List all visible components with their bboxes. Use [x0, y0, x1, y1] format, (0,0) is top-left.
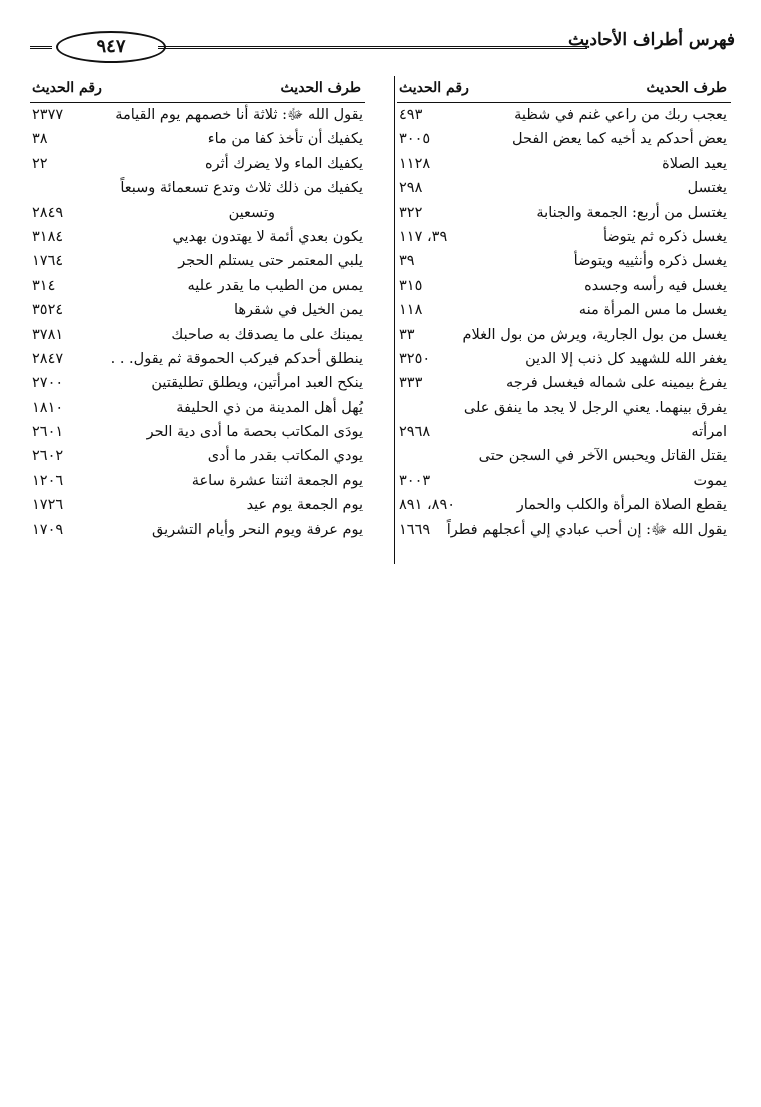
index-row [30, 152, 365, 176]
hadith-number: ١٧٢٦ [32, 497, 64, 514]
hadith-number: ٢٨٤٧ [32, 350, 64, 367]
index-row [397, 127, 731, 151]
hadith-number: ١١٨ [399, 302, 423, 319]
hadith-text: يفرق بينهما. يعني الرجل لا يجد ما ينفق على [463, 399, 727, 416]
hadith-number: ٣٩، ١١٧ [399, 228, 448, 245]
hadith-text: يوم الجمعة يوم عيد [246, 497, 363, 514]
index-row [30, 249, 365, 273]
hadith-text: يعض أحدكم يد أخيه كما يعض الفحل [511, 131, 727, 148]
hadith-text: يودَى المكاتب بحصة ما أدى دية الحر [146, 424, 363, 441]
hadith-text: يقول الله ﷻ: إن أحب عبادي إلي أعجلهم فطراً [446, 521, 727, 538]
index-row [30, 127, 365, 151]
hadith-text: يمس من الطيب ما يقدر عليه [187, 277, 363, 294]
index-row [397, 201, 731, 225]
index-row [30, 274, 365, 298]
hadith-number: ٣١٨٤ [32, 228, 64, 245]
column-header [397, 78, 731, 103]
index-row [30, 493, 365, 517]
hadith-text: يغسل من بول الجارية، ويرش من بول الغلام [462, 326, 727, 343]
hadith-text: ينطلق أحدكم فيركب الحموقة ثم يقول. . . [110, 350, 363, 367]
index-row [30, 420, 365, 444]
hadith-text: يفرغ بيمينه على شماله فيغسل فرجه [506, 375, 727, 392]
hadith-text: يغتسل [687, 180, 727, 197]
page-number: ٩٤٧ [56, 31, 166, 63]
hadith-number: ١٦٦٩ [399, 521, 431, 538]
hadith-text: يعجب ربك من راعي غنم في شظية [514, 107, 727, 123]
index-row [397, 371, 731, 395]
column-header-number: رقم الحديث [399, 80, 469, 96]
hadith-text: يكون بعدي أئمة لا يهتدون بهديي [172, 228, 363, 245]
hadith-number: ٣٩ [399, 253, 415, 270]
hadith-number: ٣٠٠٣ [399, 472, 431, 489]
hadith-text: يكفيك أن تأخذ كفا من ماء [207, 131, 363, 148]
hadith-text: يغسل ما مس المرأة منه [578, 302, 727, 319]
hadith-number: ٢٢ [32, 155, 48, 172]
index-row [397, 103, 731, 127]
index-row [30, 347, 365, 371]
hadith-number: ٢٩٦٨ [399, 424, 431, 441]
index-row [397, 152, 731, 176]
index-rows [397, 103, 731, 542]
column-divider [394, 76, 395, 564]
hadith-text: يوم الجمعة اثنتا عشرة ساعة [191, 472, 363, 489]
hadith-number: ٣١٤ [32, 277, 56, 294]
index-row [397, 493, 731, 517]
header-rule-left [30, 46, 52, 52]
index-row [397, 518, 731, 542]
hadith-number: ٣٨ [32, 131, 48, 148]
hadith-number: ٢٣٧٧ [32, 107, 64, 123]
index-row [30, 323, 365, 347]
hadith-text: يمن الخيل في شقرها [233, 302, 363, 319]
hadith-number: ١٧٠٩ [32, 521, 64, 538]
hadith-number: ٣١٥ [399, 277, 423, 294]
index-row [397, 176, 731, 200]
hadith-number: ٣٧٨١ [32, 326, 64, 343]
running-title: فهرس أطراف الأحاديث [567, 30, 735, 50]
index-row [397, 274, 731, 298]
index-row [30, 396, 365, 420]
hadith-number: ٢٧٠٠ [32, 375, 64, 392]
index-column-right [397, 78, 731, 542]
hadith-text: يمينك على ما يصدقك به صاحبك [171, 326, 363, 343]
hadith-text: يقول الله ﷻ: ثلاثة أنا خصمهم يوم القيامة [115, 107, 363, 123]
index-row [397, 396, 731, 420]
hadith-text: يغتسل من أربع: الجمعة والجنابة [536, 204, 727, 221]
hadith-number: ٣٠٠٥ [399, 131, 431, 148]
hadith-number: ٣٥٢٤ [32, 302, 64, 319]
hadith-text: يُهل أهل المدينة من ذي الحليفة [176, 399, 363, 416]
hadith-text: يلبي المعتمر حتى يستلم الحجر [178, 253, 363, 270]
column-header-number: رقم الحديث [32, 80, 102, 96]
hadith-text: يغفر الله للشهيد كل ذنب إلا الدين [525, 350, 727, 367]
hadith-text: امرأته [691, 424, 727, 441]
index-row [30, 371, 365, 395]
index-row [397, 323, 731, 347]
hadith-number: ٨٩٠، ٨٩١ [399, 497, 456, 514]
index-rows [30, 103, 365, 542]
hadith-number: ٢٦٠٢ [32, 448, 64, 465]
hadith-number: ١١٢٨ [399, 155, 431, 172]
hadith-number: ١٨١٠ [32, 399, 64, 416]
hadith-text: يقتل القاتل ويحبس الآخر في السجن حتى [478, 448, 727, 465]
index-row [397, 347, 731, 371]
index-row [30, 103, 365, 127]
hadith-number: ٢٦٠١ [32, 424, 64, 441]
index-row [30, 518, 365, 542]
hadith-text: يعيد الصلاة [662, 155, 727, 172]
hadith-text: يغسل ذكره وأنثييه ويتوضأ [573, 253, 727, 270]
page-header [30, 28, 735, 64]
hadith-number: ٣٣ [399, 326, 415, 343]
hadith-number: ٢٩٨ [399, 180, 423, 197]
index-row [30, 298, 365, 322]
hadith-number: ٣٣٣ [399, 375, 423, 392]
index-row [30, 176, 365, 200]
hadith-text: يودي المكاتب بقدر ما أدى [207, 448, 363, 465]
hadith-text: يكفيك من ذلك ثلاث وتدع تسعمائة وسبعاً [120, 180, 363, 197]
index-column-left [30, 78, 365, 542]
hadith-number: ٢٨٤٩ [32, 204, 64, 221]
index-row [397, 249, 731, 273]
hadith-text: يموت [693, 472, 727, 489]
hadith-text: يغسل فيه رأسه وجسده [584, 277, 727, 294]
index-row [30, 444, 365, 468]
hadith-number: ١٢٠٦ [32, 472, 64, 489]
index-row [30, 469, 365, 493]
header-rule [170, 46, 587, 52]
index-row [397, 298, 731, 322]
hadith-number: ٣٢٢ [399, 204, 423, 221]
hadith-text: يوم عرفة ويوم النحر وأيام التشريق [152, 521, 363, 538]
hadith-number: ١٧٦٤ [32, 253, 64, 270]
index-row [397, 225, 731, 249]
hadith-text: يقطع الصلاة المرأة والكلب والحمار [516, 497, 727, 514]
index-row [397, 469, 731, 493]
hadith-text: وتسعين [228, 204, 275, 221]
hadith-text: ينكح العبد امرأتين، ويطلق تطليقتين [151, 375, 363, 392]
index-row [30, 225, 365, 249]
hadith-number: ٤٩٣ [399, 107, 423, 123]
hadith-text: يغسل ذكره ثم يتوضأ [602, 228, 727, 245]
index-row [397, 444, 731, 468]
hadith-number: ٣٢٥٠ [399, 350, 431, 367]
index-row [397, 420, 731, 444]
hadith-text: يكفيك الماء ولا يضرك أثره [205, 155, 363, 172]
column-header-text: طرف الحديث [280, 80, 361, 96]
index-row [30, 201, 365, 225]
column-header [30, 78, 365, 103]
column-header-text: طرف الحديث [646, 80, 727, 96]
